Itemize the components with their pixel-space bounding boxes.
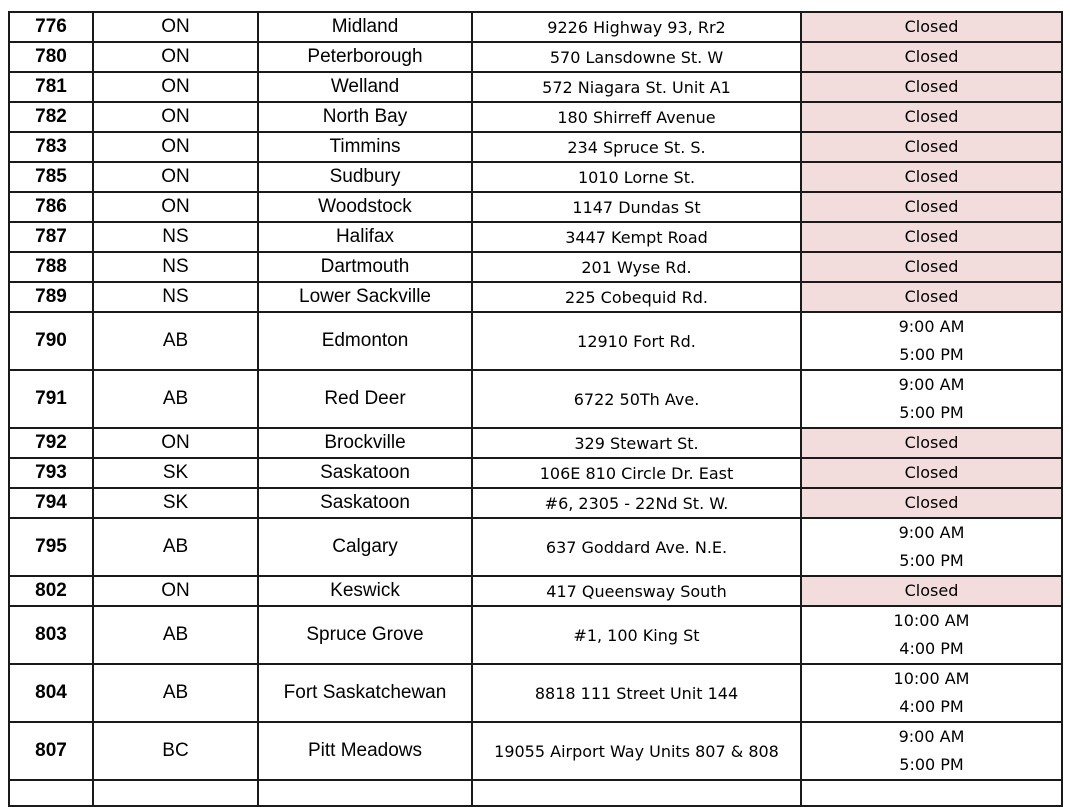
hours-close-time: 5:00 PM [899,403,964,422]
province-cell [93,780,258,806]
province-cell: NS [93,252,258,282]
table-row [9,132,1062,162]
table-row [9,312,1062,370]
hours-open-time: Closed [904,107,959,126]
hours-open-time: Closed [904,47,959,66]
city-cell: Timmins [258,132,472,162]
hours-cell-closed [801,488,1062,518]
store-number-cell: 781 [9,72,93,102]
address-cell: 8818 111 Street Unit 144 [472,664,801,722]
province-cell: ON [93,72,258,102]
table-row [9,42,1062,72]
table-row [9,370,1062,428]
store-number-cell: 787 [9,222,93,252]
table-row [9,488,1062,518]
city-cell: Saskatoon [258,458,472,488]
store-number-cell: 791 [9,370,93,428]
hours-cell-closed [801,458,1062,488]
city-cell: Midland [258,12,472,42]
city-cell: Halifax [258,222,472,252]
province-cell: AB [93,370,258,428]
hours-close-time: 4:00 PM [899,697,964,716]
hours-open-time: 9:00 AM [898,727,965,746]
hours-cell [801,664,1062,722]
store-number-cell: 789 [9,282,93,312]
address-cell: 572 Niagara St. Unit A1 [472,72,801,102]
address-cell: 12910 Fort Rd. [472,312,801,370]
hours-open-time: 9:00 AM [898,523,965,542]
city-cell: Calgary [258,518,472,576]
store-number-cell: 788 [9,252,93,282]
hours-cell [801,722,1062,780]
store-number-cell: 790 [9,312,93,370]
province-cell: SK [93,488,258,518]
hours-cell-closed [801,42,1062,72]
hours-open-time: Closed [904,287,959,306]
store-number-cell: 807 [9,722,93,780]
store-number-cell: 776 [9,12,93,42]
hours-cell-closed [801,192,1062,222]
hours-cell-closed [801,72,1062,102]
city-cell [258,780,472,806]
store-number-cell: 783 [9,132,93,162]
table-row [9,252,1062,282]
hours-cell [801,518,1062,576]
province-cell: ON [93,162,258,192]
hours-cell [801,606,1062,664]
address-cell: 234 Spruce St. S. [472,132,801,162]
table-row [9,458,1062,488]
province-cell: AB [93,518,258,576]
hours-close-time: 5:00 PM [899,345,964,364]
province-cell: NS [93,222,258,252]
hours-cell [801,780,1062,806]
hours-open-time: 10:00 AM [893,611,970,630]
hours-close-time: 5:00 PM [899,755,964,774]
hours-open-time: Closed [904,493,959,512]
city-cell: Peterborough [258,42,472,72]
hours-cell-closed [801,12,1062,42]
hours-cell-closed [801,222,1062,252]
hours-cell-closed [801,428,1062,458]
hours-cell-closed [801,282,1062,312]
city-cell: Sudbury [258,162,472,192]
province-cell: BC [93,722,258,780]
table-row [9,162,1062,192]
store-number-cell: 786 [9,192,93,222]
hours-cell-closed [801,252,1062,282]
hours-open-time: Closed [904,137,959,156]
city-cell: Fort Saskatchewan [258,664,472,722]
province-cell: NS [93,282,258,312]
hours-open-time: 9:00 AM [898,375,965,394]
address-cell: 1147 Dundas St [472,192,801,222]
city-cell: Edmonton [258,312,472,370]
table-body [9,12,1062,806]
province-cell: AB [93,312,258,370]
city-cell: Spruce Grove [258,606,472,664]
table-row [9,722,1062,780]
city-cell: Red Deer [258,370,472,428]
hours-open-time: Closed [904,227,959,246]
hours-open-time: Closed [904,197,959,216]
store-number-cell: 785 [9,162,93,192]
address-cell [472,780,801,806]
province-cell: ON [93,12,258,42]
address-cell: 106E 810 Circle Dr. East [472,458,801,488]
city-cell: North Bay [258,102,472,132]
city-cell: Pitt Meadows [258,722,472,780]
city-cell: Keswick [258,576,472,606]
hours-open-time: 10:00 AM [893,669,970,688]
address-cell: 329 Stewart St. [472,428,801,458]
table-row [9,102,1062,132]
province-cell: ON [93,428,258,458]
store-number-cell: 794 [9,488,93,518]
province-cell: SK [93,458,258,488]
hours-cell-closed [801,576,1062,606]
store-number-cell: 782 [9,102,93,132]
hours-close-time: 4:00 PM [899,639,964,658]
store-number-cell: 780 [9,42,93,72]
address-cell: 3447 Kempt Road [472,222,801,252]
table-row [9,192,1062,222]
table-row [9,780,1062,806]
hours-cell-closed [801,132,1062,162]
hours-close-time: 5:00 PM [899,551,964,570]
address-cell: 6722 50Th Ave. [472,370,801,428]
table-row [9,222,1062,252]
hours-open-time: Closed [904,257,959,276]
province-cell: ON [93,42,258,72]
address-cell: 180 Shirreff Avenue [472,102,801,132]
city-cell: Woodstock [258,192,472,222]
hours-cell-closed [801,162,1062,192]
table-row [9,606,1062,664]
address-cell: 570 Lansdowne St. W [472,42,801,72]
address-cell: 201 Wyse Rd. [472,252,801,282]
address-cell: 1010 Lorne St. [472,162,801,192]
province-cell: ON [93,102,258,132]
city-cell: Lower Sackville [258,282,472,312]
address-cell: #1, 100 King St [472,606,801,664]
address-cell: 19055 Airport Way Units 807 & 808 [472,722,801,780]
store-number-cell: 802 [9,576,93,606]
store-number-cell: 795 [9,518,93,576]
table-row [9,664,1062,722]
hours-cell-closed [801,102,1062,132]
hours-open-time: 9:00 AM [898,317,965,336]
store-number-cell: 792 [9,428,93,458]
address-cell: #6, 2305 - 22Nd St. W. [472,488,801,518]
table-row [9,576,1062,606]
table-row [9,12,1062,42]
table-row [9,72,1062,102]
table-row [9,282,1062,312]
province-cell: ON [93,192,258,222]
city-cell: Dartmouth [258,252,472,282]
hours-open-time: Closed [904,167,959,186]
address-cell: 637 Goddard Ave. N.E. [472,518,801,576]
hours-cell [801,312,1062,370]
table-row [9,518,1062,576]
address-cell: 225 Cobequid Rd. [472,282,801,312]
province-cell: AB [93,606,258,664]
store-number-cell [9,780,93,806]
city-cell: Welland [258,72,472,102]
store-number-cell: 804 [9,664,93,722]
hours-open-time: Closed [904,433,959,452]
table-row [9,428,1062,458]
hours-open-time: Closed [904,77,959,96]
hours-cell [801,370,1062,428]
store-hours-table [8,11,1063,807]
store-number-cell: 793 [9,458,93,488]
city-cell: Saskatoon [258,488,472,518]
store-number-cell: 803 [9,606,93,664]
province-cell: ON [93,576,258,606]
address-cell: 9226 Highway 93, Rr2 [472,12,801,42]
hours-open-time: Closed [904,463,959,482]
province-cell: AB [93,664,258,722]
hours-open-time: Closed [904,17,959,36]
province-cell: ON [93,132,258,162]
address-cell: 417 Queensway South [472,576,801,606]
hours-open-time: Closed [904,581,959,600]
city-cell: Brockville [258,428,472,458]
